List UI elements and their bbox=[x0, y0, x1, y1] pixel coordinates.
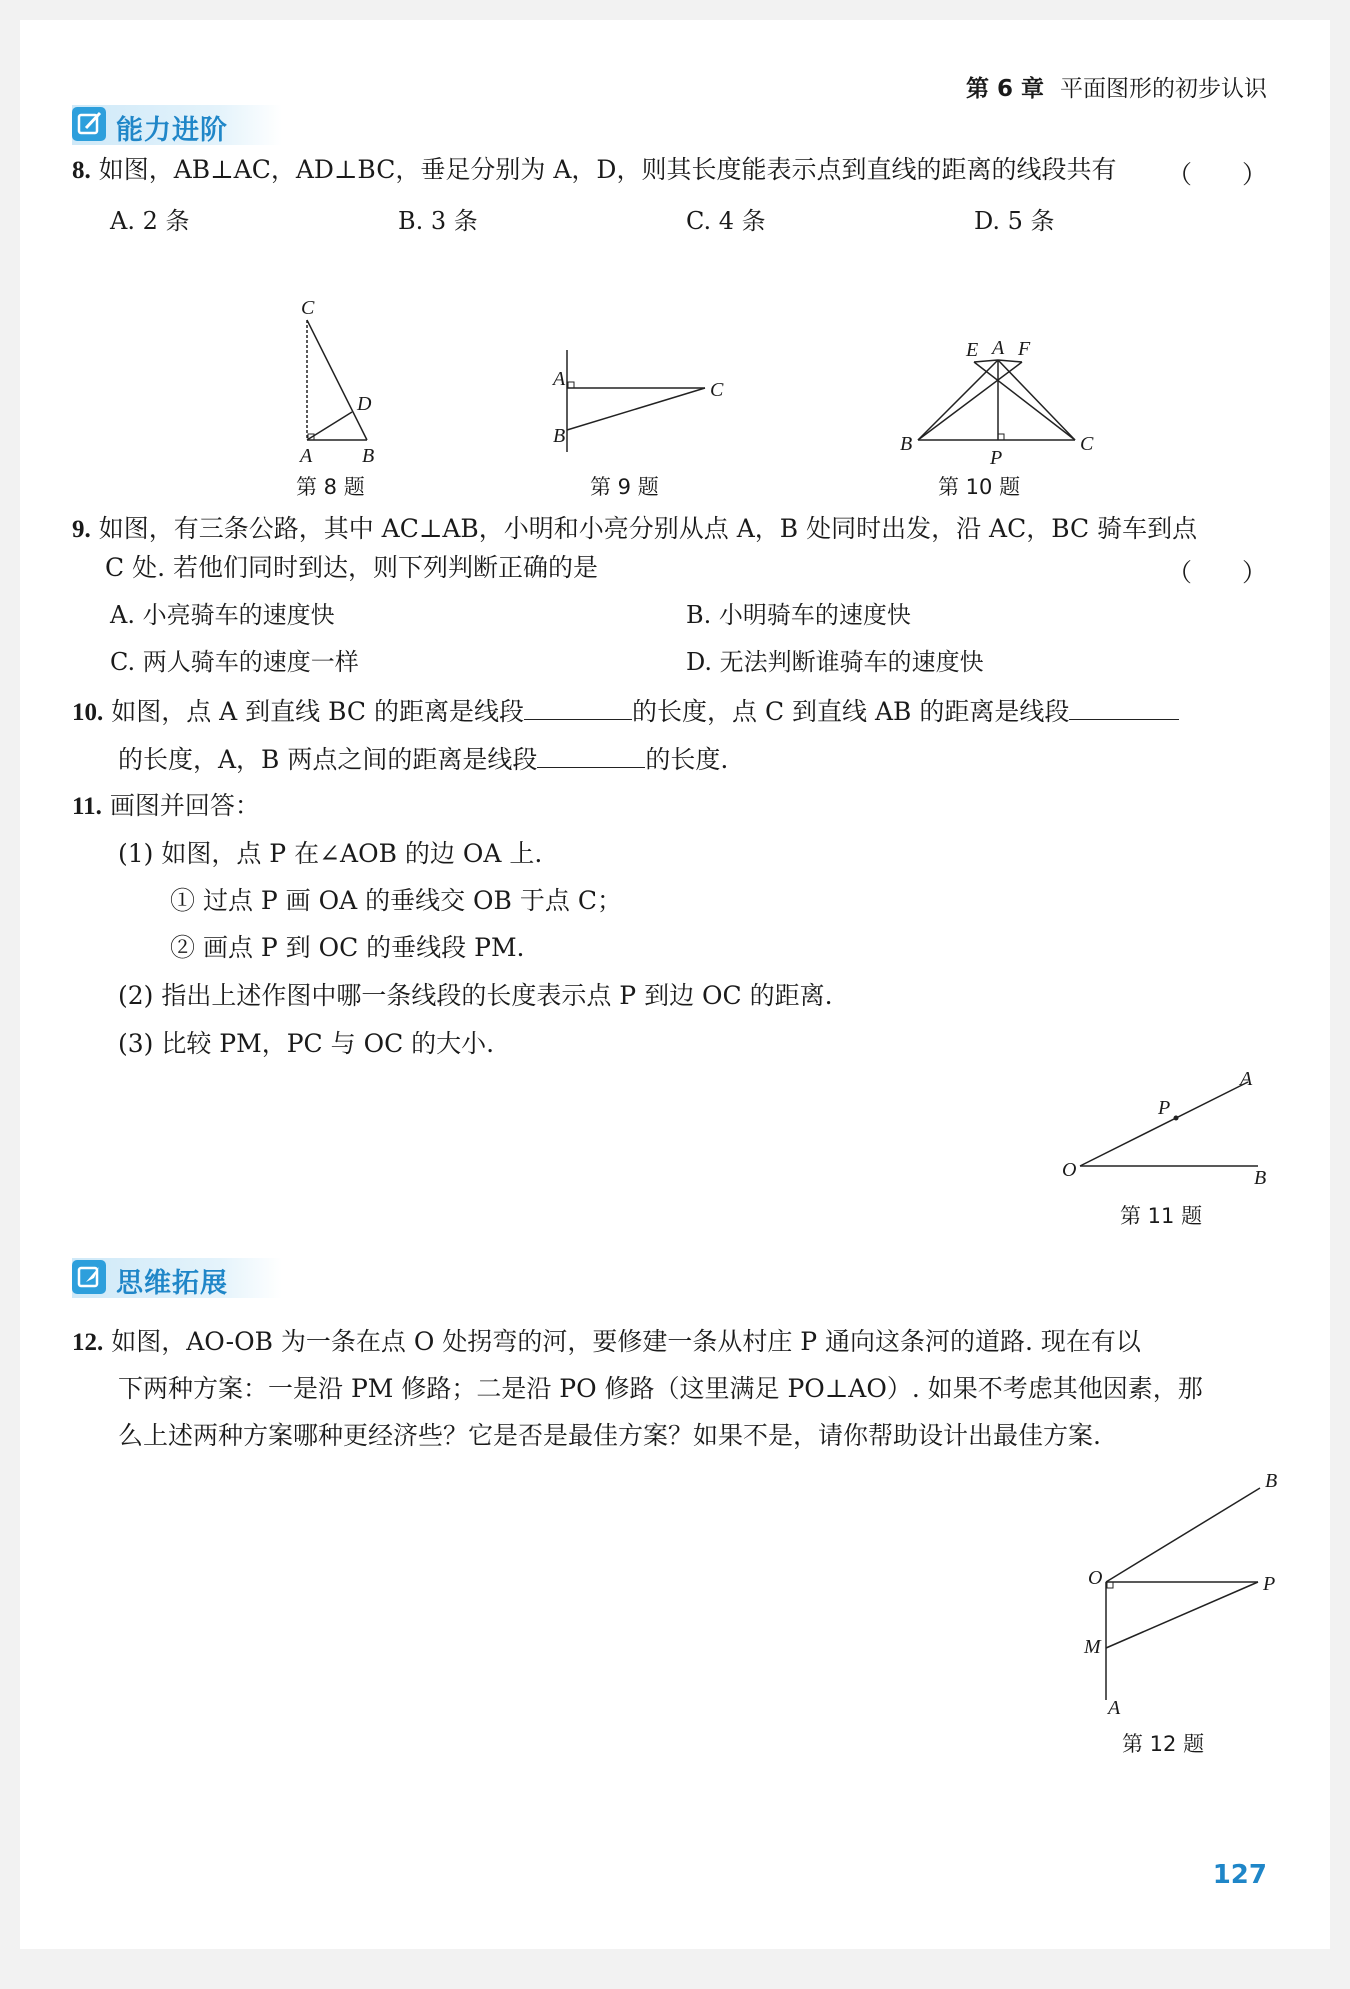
question-9 bbox=[72, 514, 1197, 545]
answer-blank[interactable] bbox=[537, 743, 645, 768]
textbook-page bbox=[20, 20, 1330, 1949]
sub-step-1b: ② 画点 P 到 OC 的垂线段 PM. bbox=[170, 933, 525, 962]
option-a: A. 小亮骑车的速度快 bbox=[110, 601, 335, 629]
question-12 bbox=[72, 1327, 1141, 1358]
question-8 bbox=[72, 155, 1116, 186]
fig12-label-m: M bbox=[1084, 1636, 1101, 1658]
bulb-icon bbox=[72, 1260, 106, 1294]
question-number: 10. bbox=[72, 699, 104, 726]
option-c: C. 4 条 bbox=[686, 207, 766, 235]
pencil-icon bbox=[72, 107, 106, 141]
figure-10 bbox=[880, 320, 1110, 470]
fig8-label-d: D bbox=[357, 393, 372, 415]
fig11-label-a: A bbox=[1240, 1070, 1253, 1090]
option-d: D. 无法判断谁骑车的速度快 bbox=[686, 648, 984, 676]
figure-11-caption: 第 11 题 bbox=[1120, 1204, 1203, 1228]
option-a: A. 2 条 bbox=[110, 207, 190, 235]
question-10 bbox=[72, 695, 1179, 728]
sub-question-2: (2) 指出上述作图中哪一条线段的长度表示点 P 到边 OC 的距离. bbox=[118, 981, 833, 1010]
question-text-line2: 下两种方案：一是沿 PM 修路；二是沿 PO 修路（这里满足 PO⊥AO）. 如果不考虑其他因素，那 bbox=[118, 1374, 1203, 1403]
question-text-line1: 如图，AO-OB 为一条在点 O 处拐弯的河，要修建一条从村庄 P 通向这条河的道路. 现在有以 bbox=[111, 1327, 1141, 1356]
question-11 bbox=[72, 791, 260, 822]
question-number: 9. bbox=[72, 516, 91, 543]
option-c: C. 两人骑车的速度一样 bbox=[110, 648, 359, 676]
option-b: B. 小明骑车的速度快 bbox=[686, 601, 911, 629]
fig10-label-e: E bbox=[966, 339, 979, 361]
fig10-label-a: A bbox=[992, 337, 1005, 359]
sub-question-3: (3) 比较 PM，PC 与 OC 的大小. bbox=[118, 1029, 495, 1058]
figure-8 bbox=[290, 290, 400, 470]
question-number: 12. bbox=[72, 1329, 104, 1356]
section-title-ability: 能力进阶 bbox=[116, 115, 228, 146]
question-text-part1: 如图，点 A 到直线 BC 的距离是线段 bbox=[111, 697, 525, 726]
fig9-label-b: B bbox=[553, 425, 566, 447]
fig12-label-o: O bbox=[1088, 1567, 1103, 1589]
question-text: 如图，AB⊥AC，AD⊥BC，垂足分别为 A，D，则其长度能表示点到直线的距离的线段共有 bbox=[98, 155, 1117, 184]
fig12-label-b: B bbox=[1265, 1470, 1278, 1492]
question-text-line3: 么上述两种方案哪种更经济些？它是否是最佳方案？如果不是，请你帮助设计出最佳方案. bbox=[118, 1421, 1101, 1450]
question-number: 8. bbox=[72, 157, 91, 184]
figure-8-caption: 第 8 题 bbox=[296, 475, 365, 499]
question-text-part3: 的长度，A，B 两点之间的距离是线段 bbox=[118, 745, 538, 774]
fig10-label-p: P bbox=[990, 447, 1003, 469]
figure-9-caption: 第 9 题 bbox=[590, 475, 659, 499]
figure-11 bbox=[1050, 1070, 1270, 1190]
question-text-line2: C 处. 若他们同时到达，则下列判断正确的是 bbox=[105, 553, 598, 582]
answer-blank[interactable] bbox=[1069, 695, 1179, 720]
figure-12-caption: 第 12 题 bbox=[1122, 1732, 1205, 1756]
fig9-label-a: A bbox=[553, 368, 566, 390]
section-title-thinking: 思维拓展 bbox=[116, 1268, 228, 1299]
fig9-label-c: C bbox=[710, 379, 724, 401]
answer-paren: （ ） bbox=[1166, 558, 1267, 587]
page-number: 127 bbox=[1212, 1860, 1267, 1890]
question-number: 11. bbox=[72, 793, 102, 820]
section-banner-thinking bbox=[72, 1258, 282, 1298]
fig8-label-a: A bbox=[300, 445, 313, 467]
fig8-label-b: B bbox=[362, 445, 375, 467]
fig11-label-b: B bbox=[1254, 1167, 1267, 1189]
question-title: 画图并回答： bbox=[109, 791, 260, 820]
chapter-header bbox=[966, 70, 1267, 103]
question-10-line2 bbox=[118, 743, 728, 775]
fig8-label-c: C bbox=[301, 297, 315, 319]
option-d: D. 5 条 bbox=[974, 207, 1055, 235]
figure-9 bbox=[535, 340, 735, 460]
sub-question-1: (1) 如图，点 P 在∠AOB 的边 OA 上. bbox=[118, 839, 543, 868]
question-text-line1: 如图，有三条公路，其中 AC⊥AB，小明和小亮分别从点 A，B 处同时出发，沿 AC，BC 骑车到点 bbox=[98, 514, 1198, 543]
question-text-part4: 的长度. bbox=[645, 745, 729, 774]
chapter-number: 第 6 章 bbox=[965, 76, 1044, 102]
fig11-label-p: P bbox=[1158, 1097, 1171, 1119]
fig12-label-a: A bbox=[1108, 1697, 1121, 1719]
figure-12 bbox=[1070, 1460, 1290, 1720]
section-banner-ability bbox=[72, 105, 282, 145]
fig10-label-f: F bbox=[1018, 338, 1031, 360]
question-text-part2: 的长度，点 C 到直线 AB 的距离是线段 bbox=[632, 697, 1070, 726]
fig10-label-c: C bbox=[1080, 433, 1094, 455]
option-b: B. 3 条 bbox=[398, 207, 478, 235]
answer-blank[interactable] bbox=[524, 695, 632, 720]
figure-10-caption: 第 10 题 bbox=[938, 475, 1021, 499]
fig12-label-p: P bbox=[1263, 1573, 1276, 1595]
answer-paren: （ ） bbox=[1166, 160, 1267, 189]
fig10-label-b: B bbox=[900, 433, 913, 455]
fig11-label-o: O bbox=[1062, 1159, 1077, 1181]
chapter-title: 平面图形的初步认识 bbox=[1060, 76, 1267, 102]
sub-step-1a: ① 过点 P 画 OA 的垂线交 OB 于点 C； bbox=[170, 886, 622, 915]
